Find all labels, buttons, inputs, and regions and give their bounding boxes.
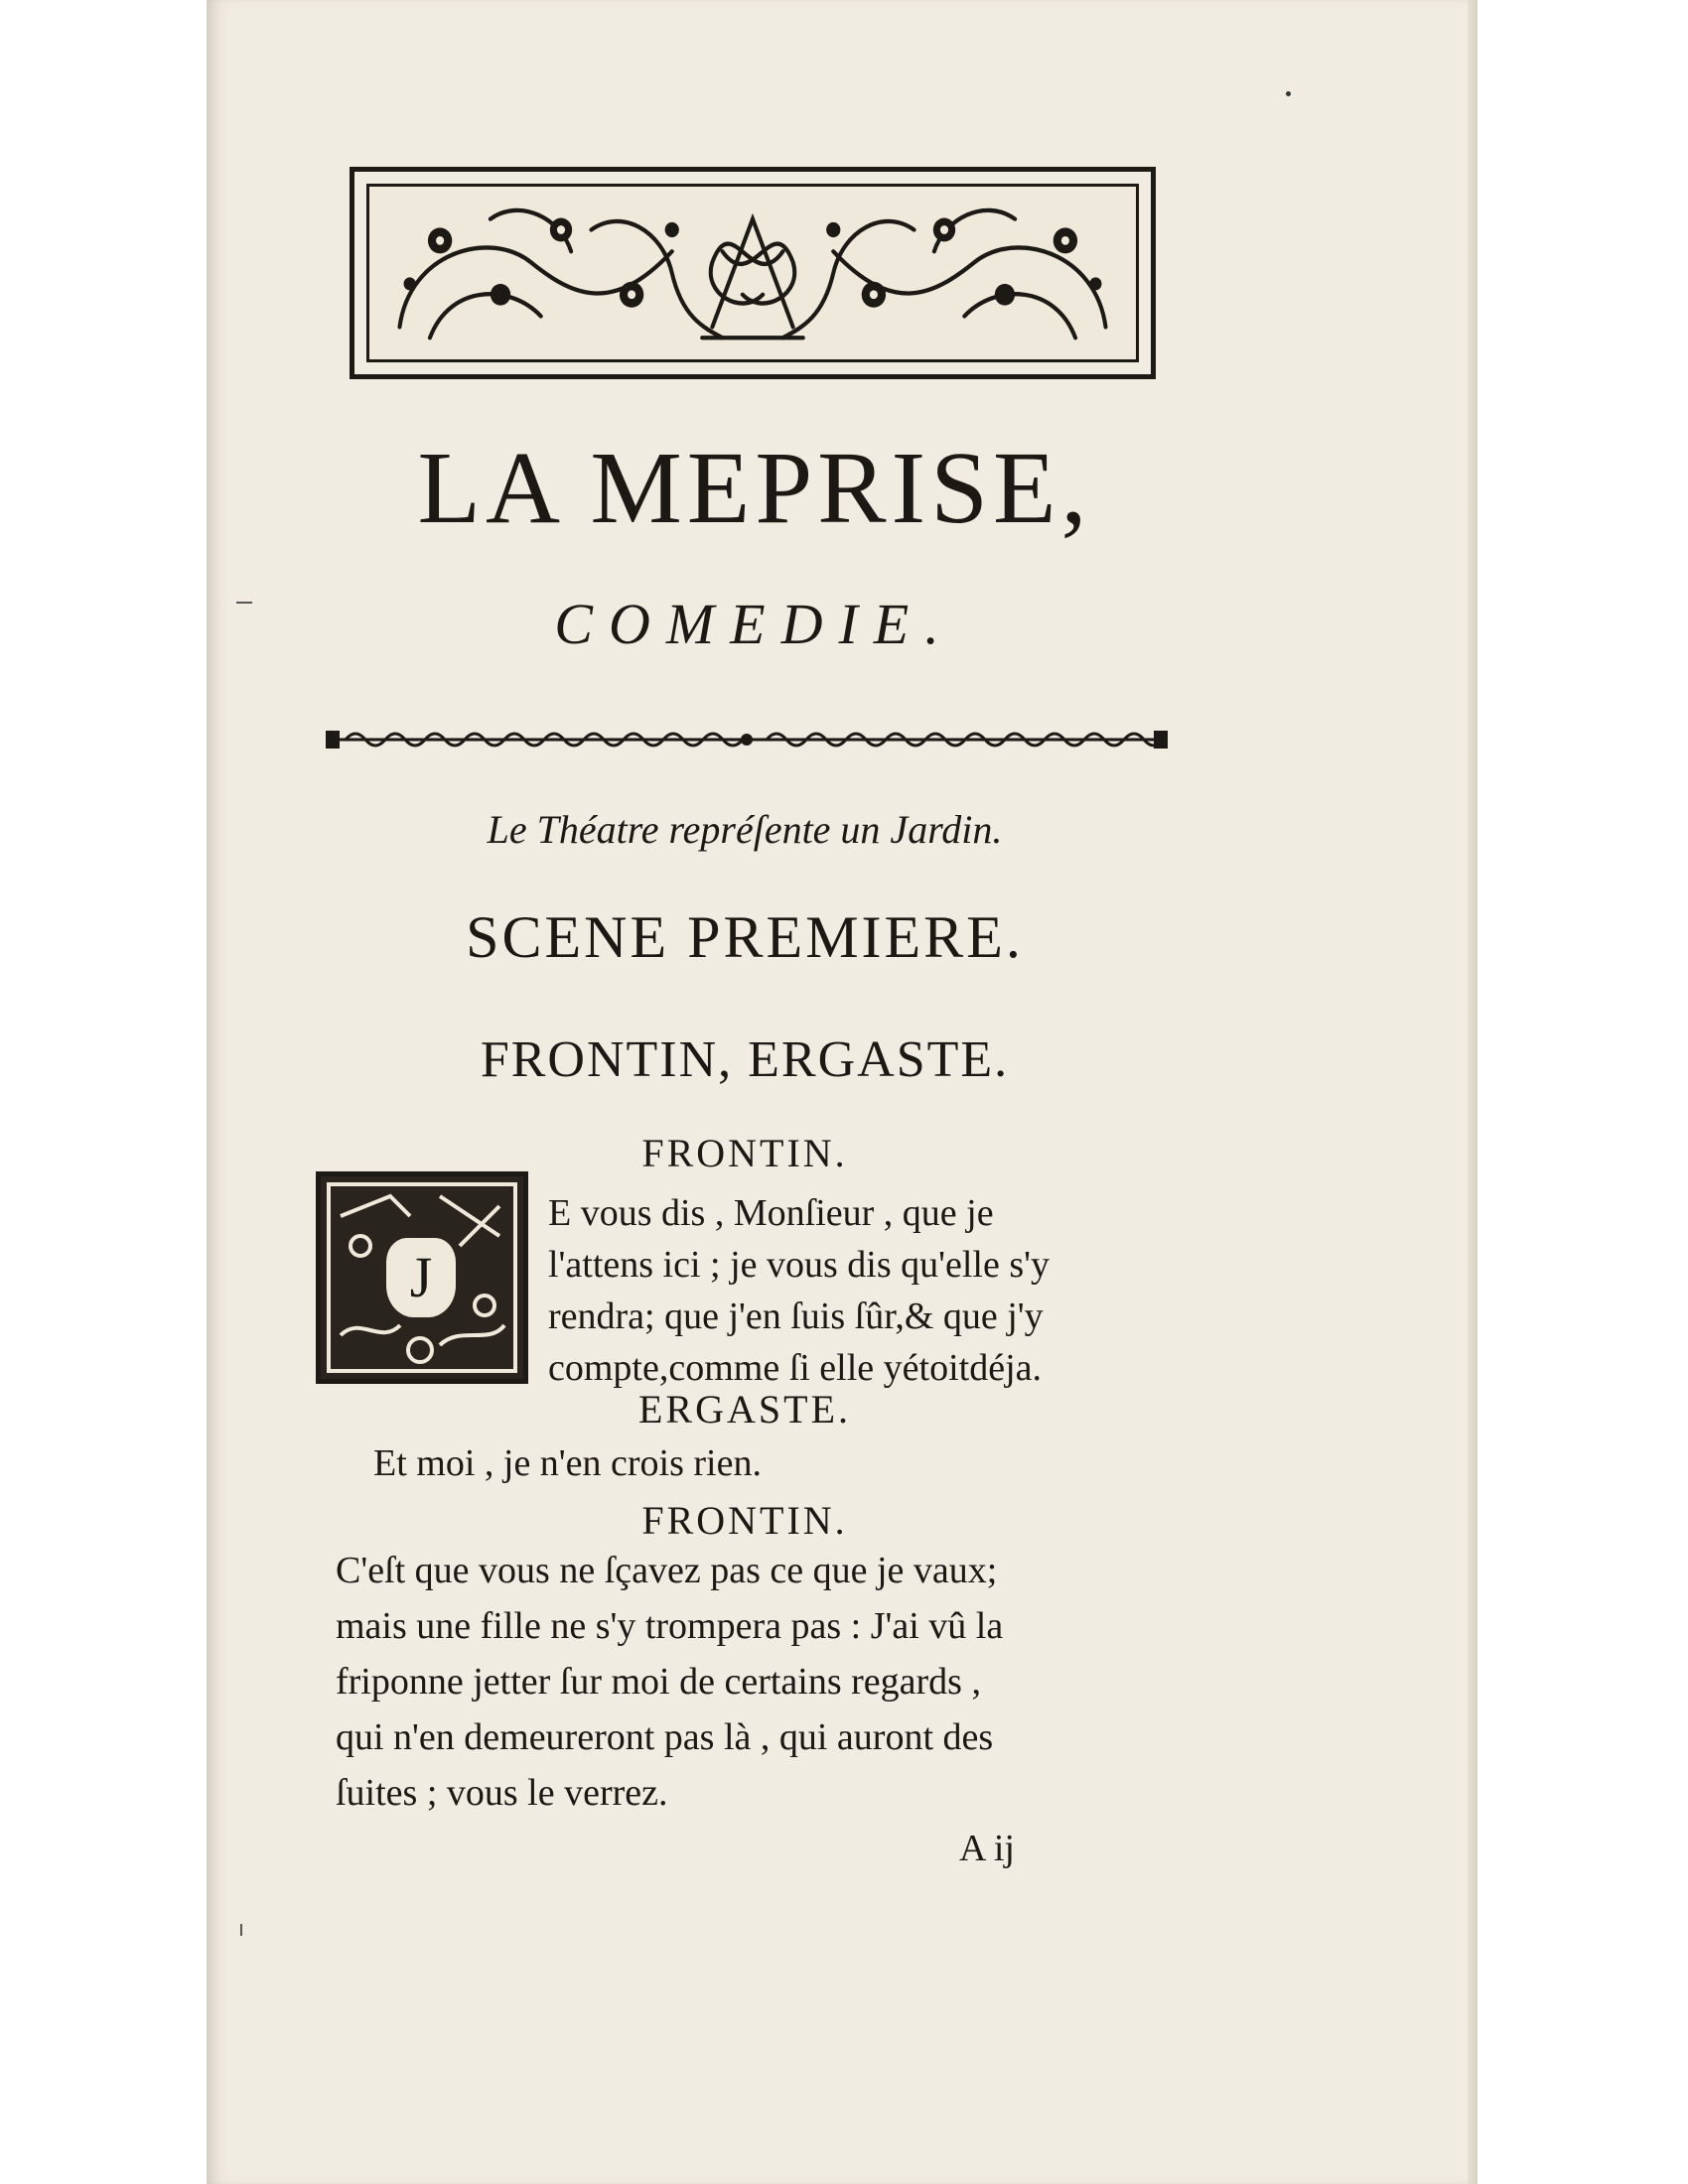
- page-edge: [1468, 0, 1477, 2184]
- speech-line: qui n'en demeureront pas là , qui auront des: [336, 1716, 994, 1758]
- drop-cap-letter: J: [386, 1238, 456, 1317]
- scene-heading: SCENE PREMIERE.: [466, 904, 1024, 970]
- signature-mark: A ij: [959, 1828, 1015, 1869]
- speech-line: C'eſt que vous ne ſçavez pas ce que je vaux;: [336, 1550, 998, 1591]
- margin-mark: [236, 602, 252, 604]
- speech-line: Et moi , je n'en crois rien.: [373, 1442, 762, 1484]
- speech-text: [548, 1187, 1050, 1394]
- speech-line: rendra; que j'en ſuis ſûr,& que j'y: [548, 1296, 1044, 1337]
- engraved-initial-icon: [316, 1171, 528, 1384]
- headpiece-panel: [366, 184, 1139, 362]
- margin-mark: [240, 1924, 242, 1936]
- speech-line: friponne jetter ſur moi de certains regards ,: [336, 1661, 981, 1703]
- headpiece-ornament-icon: [369, 187, 1136, 359]
- floral-headpiece-icon: [350, 167, 1156, 379]
- speaker-name: FRONTIN.: [641, 1498, 848, 1543]
- speech-text: [373, 1437, 762, 1489]
- speaker-name: FRONTIN.: [641, 1131, 848, 1175]
- play-title: LA MEPRISE,: [417, 431, 1092, 545]
- ink-speck: [1286, 91, 1291, 96]
- play-genre: COMEDIE.: [554, 592, 955, 656]
- speech-line: ſuites ; vous le verrez.: [336, 1772, 668, 1814]
- speech-line: E vous dis , Monſieur , que je: [548, 1192, 994, 1234]
- printers-flower-rule-icon: [326, 725, 1168, 754]
- speech-line: compte,comme ſi elle yétoitdéja.: [548, 1347, 1042, 1389]
- speech-line: mais une fille ne s'y trompera pas : J'ai vû la: [336, 1605, 1004, 1647]
- character-list: FRONTIN, ERGASTE.: [480, 1031, 1010, 1088]
- speech-line: l'attens ici ; je vous dis qu'elle s'y: [548, 1244, 1050, 1286]
- speaker-name: ERGASTE.: [638, 1387, 851, 1432]
- speech-text: [336, 1545, 1003, 1823]
- stage-direction: Le Théatre repréſente un Jardin.: [487, 807, 1003, 852]
